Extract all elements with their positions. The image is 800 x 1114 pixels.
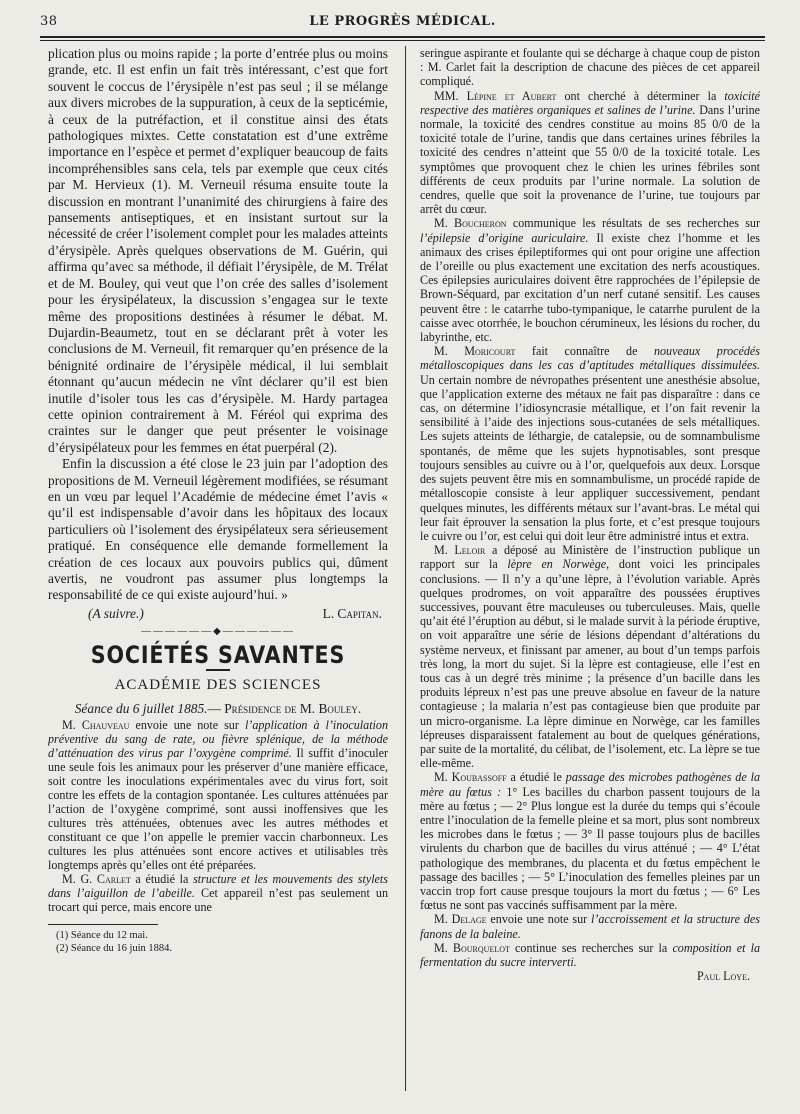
journal-title: LE PROGRÈS MÉDICAL.: [309, 14, 496, 29]
header-rule-thin: [40, 40, 765, 41]
section-title: SOCIÉTÉS SAVANTES: [90, 640, 346, 669]
paragraph: M. Moricourt fait connaître de nouveaux procédés métalloscopiques dans les cas d’aptitudes métalliques dissimulées. Un certain nombre de névropathes présentent une anesthésie absolue, que l’application externe des métaux ne fait pas disparaître : dans ce cas, on détermine l’idiosyncrasie métallique, et l’on fait revenir la sensibilité à l’aide des injections sous-cutanées de sels métalliques. Les sujets atteints de léthargie, de catalepsie, ou de somnambulisme spontanés, de même que les sujets hypnotisables, sont presque toujours sensibles au cuivre ou à l’or, quelquefois aux deux. Lorsque des sujets peuvent être mis en somnambulisme, un procédé rapide de métalloscopie consiste à leur appliquer successivement, pendant quelques minutes, les différents métaux sur l’avant-bras. Le métal qui leur fait éprouver la sensation la plus forte, et c’est presque toujours le cuivre ou l’or, est celui qui doit leur être administré intus et extra.: [420, 344, 760, 543]
note-title: toxicité respective des matières organiques et salines de l’urine.: [420, 88, 760, 117]
paragraph: M. Bourquelot continue ses recherches sur la composition et la fermentation du sucre interverti.: [420, 940, 760, 969]
note-title: l’application à l’inoculation préventive du sang de rate, ou fièvre splénique, de la méthode d’atténuation des virus par l’oxygène comprimé.: [48, 717, 388, 760]
author-name: M. Koubassoff: [434, 770, 507, 785]
author-name: M. Chauveau: [62, 717, 130, 732]
short-rule: [206, 669, 230, 671]
paragraph: M. Koubassoff a étudié le passage des microbes pathogènes de la mère au fœtus : 1° Les bacilles du charbon passent toujours de la mère au fœtus ; — 2° Plus longue est la durée du temps qui s’écoule entre l’inoculation de la femelle pleine et sa mort, plus sont nombreux les microbes dans le fœtus ; — 3° Il passe toujours plus de bacilles virulents du charbon que de bacilles du virus atténué ; — 4° L’état pathologique des membranes, du placenta et du fœtus empêchent le passage des bacilles ; — 5° L’inoculation des femelles pleines par un vaccin trop fort cause presque toujours la mort du fœtus ; — 6° Les fœtus ne sont pas vaccinés suffisamment par la mère.: [420, 770, 760, 913]
author-name: M. Bourquelot: [434, 940, 510, 955]
author-signature: Paul Loye.: [696, 969, 750, 984]
paragraph: M. G. Carlet a étudié la structure et les mouvements des stylets dans l’aiguillon de l’abeille. Cet appareil n’est pas seulement un trocart qui perce, mais encore une: [48, 871, 388, 914]
footnote-rule: [48, 924, 158, 925]
note-title: structure et les mouvements des stylets dans l’aiguillon de l’abeille.: [48, 871, 388, 900]
paragraph: MM. Lépine et Aubert ont cherché à déterminer la toxicité respective des matières organiques et salines de l’urine. Dans l’urine normale, la toxicité des cendres constitue au moins 85 0/0 de la toxicité totale de l’urine, tandis que dans certaines urines fébriles la toxicité des cendres n’atteint que 55 0/0 de la toxicité totale. Les symptômes que provoquent chez le chien les urines fébriles sont différents de ceux produits par l’urine normale. La solution de cendres, quelle que soit la provenance de l’urine, tue toujours par arrêt du cœur.: [420, 88, 760, 217]
author-name: M. Boucheron: [434, 216, 507, 231]
author-signature: L. Capitan.: [322, 605, 382, 621]
note-title: passage des microbes pathogènes de la mère au fœtus :: [420, 770, 760, 799]
note-title: composition et la fermentation du sucre interverti.: [420, 940, 760, 969]
note-title: lèpre en Norwège,: [507, 557, 610, 572]
session-heading: [48, 701, 388, 717]
column-divider: [405, 46, 406, 1091]
ornament-divider: ——————◆——————: [141, 626, 295, 638]
note-title: l’épilepsie d’origine auriculaire.: [420, 230, 589, 245]
author-name: M. G. Carlet: [62, 871, 131, 886]
author-name: M. Leloir: [434, 543, 486, 558]
paragraph: M. Chauveau envoie une note sur l’application à l’inoculation préventive du sang de rate, ou fièvre splénique, de la méthode d’atténuation des virus par l’oxygène comprimé. Il suffit d’inoculer une seule fois les animaux pour les préserver d’une manière efficace, soit contre les inoculations expérimentales avec du virus fort, soit contre les effets de la contagion spontanée. Les cultures atténuées par l’action de l’oxygène comprimé, sont aussi inoffensives que les cultures très atténuées, obtenues avec les autres méthodes et constituant ce que l’on appelle le premier vaccin charbonneux. Les cultures les plus atténuées sont encore actives et utilisables très longtemps après qu’elles ont été préparées.: [48, 717, 388, 872]
left-column: [48, 46, 388, 1096]
running-header: [40, 14, 765, 34]
paragraph: M. Boucheron communique les résultats de ses recherches sur l’épilepsie d’origine auriculaire. Il existe chez l’homme et les animaux des crises épileptiformes qui ont pour origine une affection de l’oreille ou plus exactement une excitation des nerfs acoustiques. Ces épilepsies auriculaires doivent être rapprochées de l’épilepsie de Brown-Séquard, par excitation d’un nerf cutané sensitif. Les causes peuvent être : le catarrhe tubo-tympanique, le catarrhe purulent de la caisse avec otorrhée, le bouchon cérumineux, les lésions du rocher, du labyrinthe, etc.: [420, 216, 760, 345]
paragraph: Enfin la discussion a été close le 23 juin par l’adoption des propositions de M. Verneuil légèrement modifiées, se résumant en un vœu par lequel l’Académie de médecine émet l’avis « qu’il est indispensable d’avoir dans les hôpitaux des locaux particuliers où l’isolement des érysipélateux sera sérieusement pratiqué. En conséquence elle demande formellement la création de ces locaux aux pouvoirs publics qui, dûment avertis, ne voudront pas assumer plus longtemps la responsabilité de ce qui existe aujourd’hui. »: [48, 456, 388, 603]
footnotes: [56, 929, 388, 955]
page-number: 38: [40, 14, 58, 29]
author-name: MM. Lépine et Aubert: [434, 88, 557, 103]
footnote: (2) Séance du 16 juin 1884.: [56, 942, 173, 954]
header-rule: [40, 36, 765, 38]
paragraph: plication plus ou moins rapide ; la porte d’entrée plus ou moins grande, etc. Il est enfin un fait très intéressant, c’est que fort souvent le coccus de l’érysipèle n’est pas seul ; il se mélange aux divers microbes de la suppuration, à ceux de la septicémie, à ceux de la putréfaction, et il constitue ainsi des états pathologiques mixtes. Cette constatation est d’une extrême importance en l’espèce et permet d’expliquer beaucoup de faits incompréhensibles sans cela, tels par exemple que ceux cités par M. Hervieux (1). M. Verneuil résuma ensuite toute la discussion en montrant l’unanimité des chirurgiens à faire des pansements antiseptiques, et en insistant surtout sur la nécessité de créer l’isolement complet pour les malades atteints d’érysipèle. Après quelques observations de M. Guérin, qui affirma qu’avec sa méthode, il défiait l’érysipèle, de M. Trélat et de M. Bouley, qui veut que l’on crée des salles d’isolement pour les érysipélateux, la discussion s’engagea sur le texte même des propositions destinées à résumer le débat. M. Dujardin-Beaumetz, tout en se déclarant prêt à voter les conclusions de M. Verneuil, fit remarquer qu’en présence de la bénignité ordinaire de l’érysipèle médical, il lui semblait étonnant qu’aucun médecin ne vînt déclarer qu’il est bien inutile d’isoler tous les cas d’érysipèle. M. Hardy partagea cette opinion contrairement à M. Féréol qui exprima des craintes sur le danger que peut présenter le voisinage d’érysipélateux pour les femmes en état puerpéral (2).: [48, 46, 388, 455]
to-follow-note: (A suivre.): [88, 605, 144, 621]
section-subtitle: ACADÉMIE DES SCIENCES: [114, 677, 322, 694]
article-end: [48, 606, 388, 622]
paragraph: seringue aspirante et foulante qui se décharge à chaque coup de piston : M. Carlet fait la description de chacune des pièces de cet appareil compliqué.: [420, 46, 760, 89]
paragraph: M. Leloir a déposé au Ministère de l’instruction publique un rapport sur la lèpre en Norwège, dont voici les principales conclusions. — Il n’y a qu’une lèpre, à l’évolution variable. Après quelques prodromes, on voit apparaître des poussées éruptives successives, pouvant être maculeuses ou tuberculeuses. Mais, quelle qu’ait été l’éruption au début, si le malade survit à la période éruptive, on voit apparaître une série de lésions dépendant d’altérations du système nerveux, et finissant par amener, au bout d’un temps parfois très long, la mort du sujet. Si la lèpre est contagieuse, elle l’est en tous cas à un degré très minime ; la présence d’un bacille dans les produits lépreux n’est pas une preuve absolue en faveur de la nature contagieuse ; la malaria n’est pas contagieuse bien que produite par un micro-organisme. La lèpre diminue en Norwège, car les familles lépreuses disparaissent fatalement au bout de quelques générations, par suite de la mortalité, du célibat, de l’isolement, etc. La lèpre se tue elle-même.: [420, 543, 760, 771]
session-date: Séance du 6 juillet 1885.: [74, 701, 208, 717]
note-title: l’accroissement et la structure des fanons de la baleine.: [420, 912, 760, 941]
footnote: (1) Séance du 12 mai.: [56, 929, 148, 941]
author-name: M. Delage: [434, 912, 487, 927]
note-title: nouveaux procédés métalloscopiques dans les cas d’aptitudes métalliques dissimulées.: [420, 344, 760, 373]
session-presidency: — Présidence de M. Bouley.: [207, 701, 362, 717]
author-name: M. Moricourt: [434, 344, 516, 359]
right-column: [420, 46, 760, 1106]
paragraph: M. Delage envoie une note sur l’accroissement et la structure des fanons de la baleine.: [420, 912, 760, 941]
